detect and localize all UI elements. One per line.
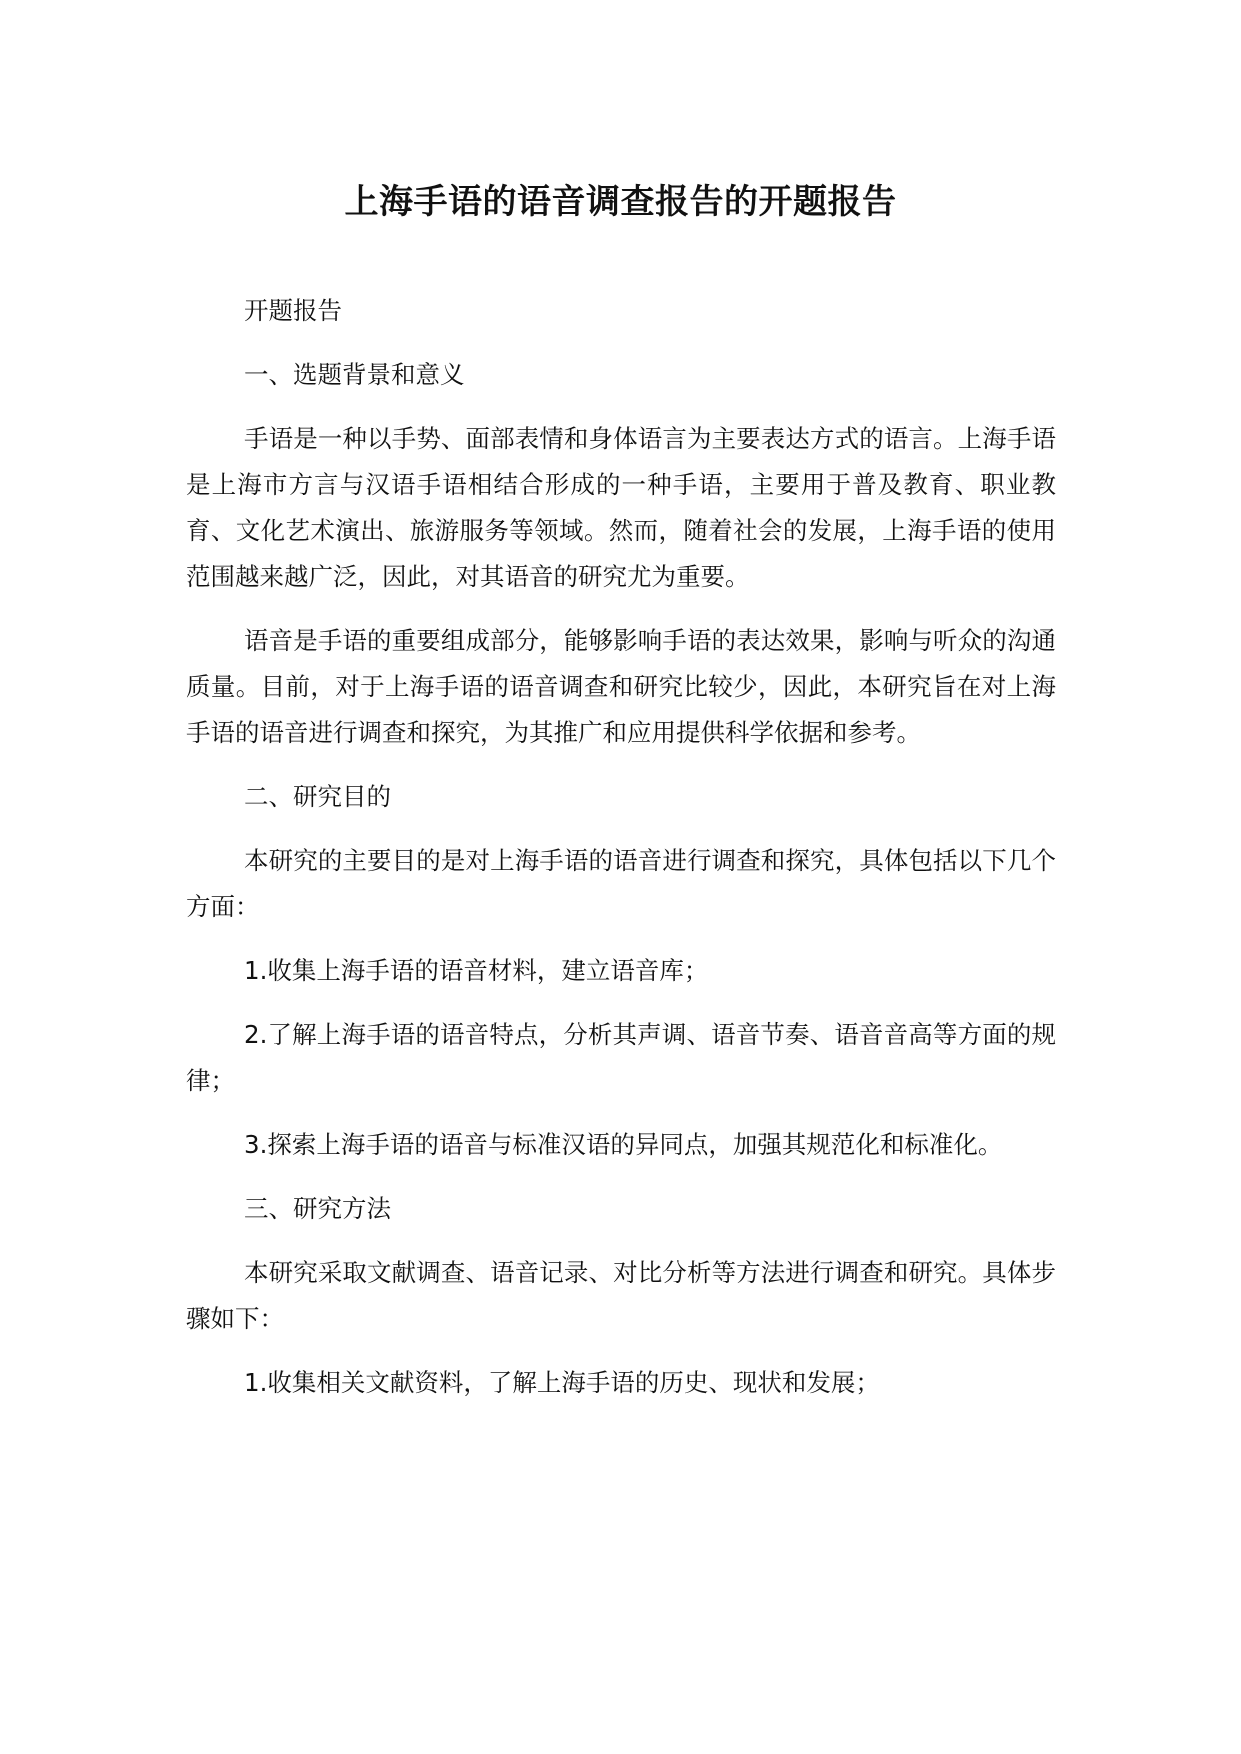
paragraph-purpose-intro: 本研究的主要目的是对上海手语的语音进行调查和探究，具体包括以下几个方面： xyxy=(186,846,1056,921)
section-heading-method: 三、研究方法 xyxy=(244,1194,391,1223)
section-heading-background: 一、选题背景和意义 xyxy=(244,360,465,389)
list-item-purpose-1: 1.收集上海手语的语音材料，建立语音库； xyxy=(244,956,709,985)
paragraph-background-1: 手语是一种以手势、面部表情和身体语言为主要表达方式的语言。上海手语是上海市方言与汉语手语相结合形成的一种手语，主要用于普及教育、职业教育、文化艺术演出、旅游服务等领域。然而，随着社会的发展，上海手语的使用范围越来越广泛，因此，对其语音的研究尤为重要。 xyxy=(186,424,1056,591)
paragraph-method-intro: 本研究采取文献调查、语音记录、对比分析等方法进行调查和研究。具体步骤如下： xyxy=(186,1258,1056,1333)
list-item-purpose-3: 3.探索上海手语的语音与标准汉语的异同点，加强其规范化和标准化。 xyxy=(244,1130,1003,1159)
list-item-purpose-2: 2.了解上海手语的语音特点，分析其声调、语音节奏、语音音高等方面的规律； xyxy=(186,1020,1056,1095)
document-title: 上海手语的语音调查报告的开题报告 xyxy=(344,182,897,222)
section-label-proposal: 开题报告 xyxy=(244,296,342,325)
document-body xyxy=(186,288,1056,1424)
list-item-method-1: 1.收集相关文献资料，了解上海手语的历史、现状和发展； xyxy=(244,1368,880,1397)
paragraph-background-2: 语音是手语的重要组成部分，能够影响手语的表达效果，影响与听众的沟通质量。目前，对于上海手语的语音调查和研究比较少，因此，本研究旨在对上海手语的语音进行调查和探究，为其推广和应用提供科学依据和参考。 xyxy=(186,626,1056,747)
section-heading-purpose: 二、研究目的 xyxy=(244,782,391,811)
